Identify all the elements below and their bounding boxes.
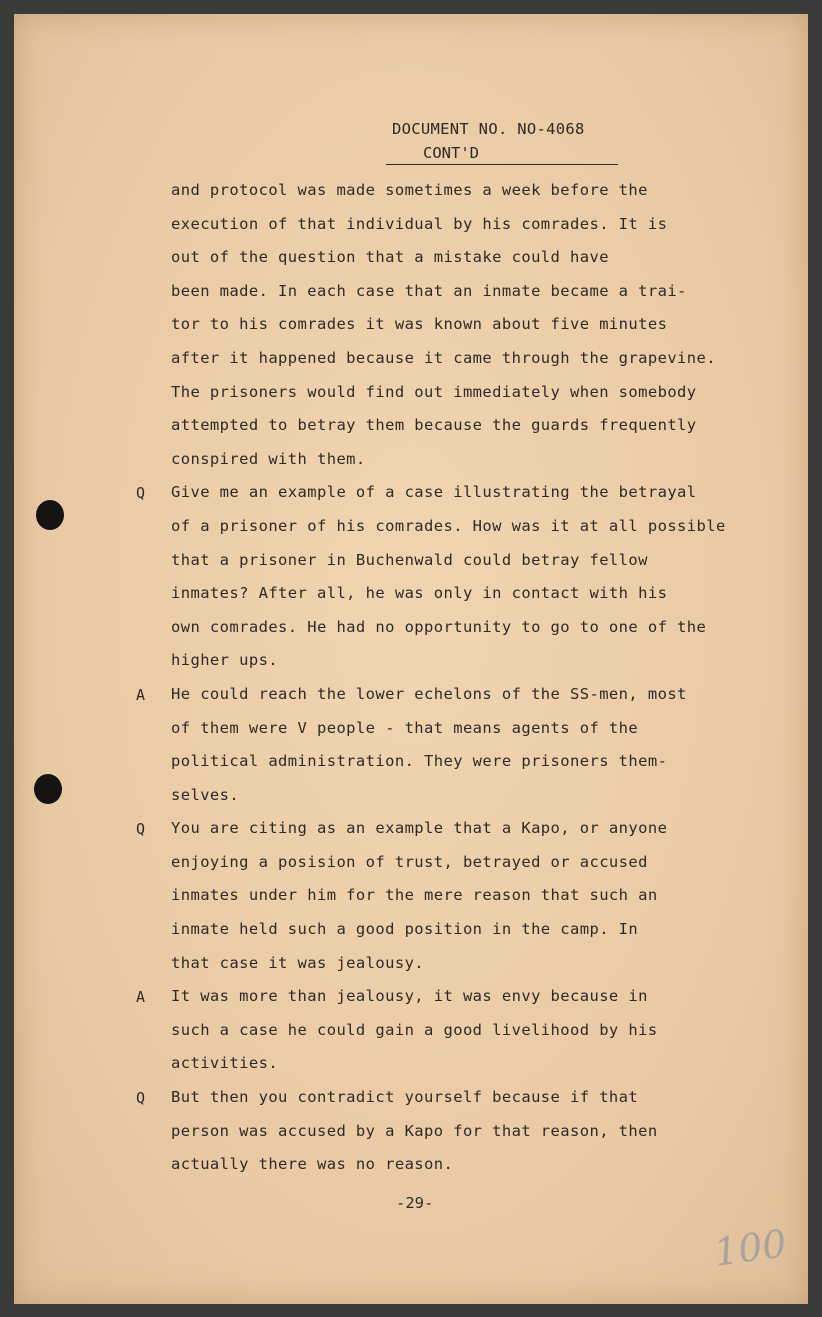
transcript-line: conspired with them. <box>171 449 366 468</box>
transcript-line: that case it was jealousy. <box>171 953 425 972</box>
answer-marker: A <box>136 988 146 1007</box>
transcript-line: execution of that individual by his comrades. It is <box>171 214 668 233</box>
transcript-line: inmate held such a good position in the camp. In <box>171 920 639 939</box>
question-marker: Q <box>136 820 146 839</box>
transcript-line: Give me an example of a case illustrating the betrayal <box>171 483 697 502</box>
transcript-line: of a prisoner of his comrades. How was it at all possible <box>171 516 726 535</box>
question-marker: Q <box>136 484 146 503</box>
transcript-line: It was more than jealousy, it was envy because in <box>171 987 648 1006</box>
page-number: -29- <box>396 1194 434 1212</box>
continued-label <box>386 144 618 165</box>
transcript-line: But then you contradict yourself because if that <box>171 1088 639 1107</box>
transcript-line: after it happened because it came through the grapevine. <box>171 348 716 367</box>
transcript-line: selves. <box>171 785 240 804</box>
transcript-line: inmates? After all, he was only in contact with his <box>171 584 668 603</box>
transcript-line: You are citing as an example that a Kapo, or anyone <box>171 819 668 838</box>
transcript-line: actually there was no reason. <box>171 1155 454 1174</box>
transcript-line: inmates under him for the mere reason that such an <box>171 886 658 905</box>
document-page <box>14 14 808 1304</box>
transcript-line: person was accused by a Kapo for that reason, then <box>171 1121 658 1140</box>
transcript-line: attempted to betray them because the guards frequently <box>171 416 697 435</box>
transcript-line: enjoying a posision of trust, betrayed or accused <box>171 852 648 871</box>
transcript-line: that a prisoner in Buchenwald could betray fellow <box>171 550 648 569</box>
question-marker: Q <box>136 1089 146 1108</box>
transcript-line: out of the question that a mistake could have <box>171 248 609 267</box>
transcript-line: of them were V people - that means agents of the <box>171 718 639 737</box>
transcript-line: political administration. They were prisoners them- <box>171 752 668 771</box>
continued-text: CONT'D <box>423 144 479 162</box>
transcript-line: higher ups. <box>171 651 279 670</box>
punch-hole-bottom <box>34 774 62 804</box>
transcript-line: own comrades. He had no opportunity to go to one of the <box>171 617 707 636</box>
transcript-line: tor to his comrades it was known about five minutes <box>171 315 668 334</box>
answer-marker: A <box>136 686 146 704</box>
transcript-line: He could reach the lower echelons of the SS-men, most <box>171 684 687 703</box>
transcript-line: been made. In each case that an inmate became a trai- <box>171 281 687 300</box>
punch-hole-top <box>36 500 64 530</box>
transcript-line: The prisoners would find out immediately when somebody <box>171 382 697 401</box>
transcript-line: such a case he could gain a good livelihood by his <box>171 1020 658 1039</box>
transcript-line: activities. <box>171 1054 279 1073</box>
handwritten-folio-number: 100 <box>711 1221 790 1275</box>
document-number: DOCUMENT NO. NO-4068 <box>392 120 585 138</box>
transcript-line: and protocol was made sometimes a week before the <box>171 181 648 199</box>
transcript-body <box>171 174 771 1182</box>
